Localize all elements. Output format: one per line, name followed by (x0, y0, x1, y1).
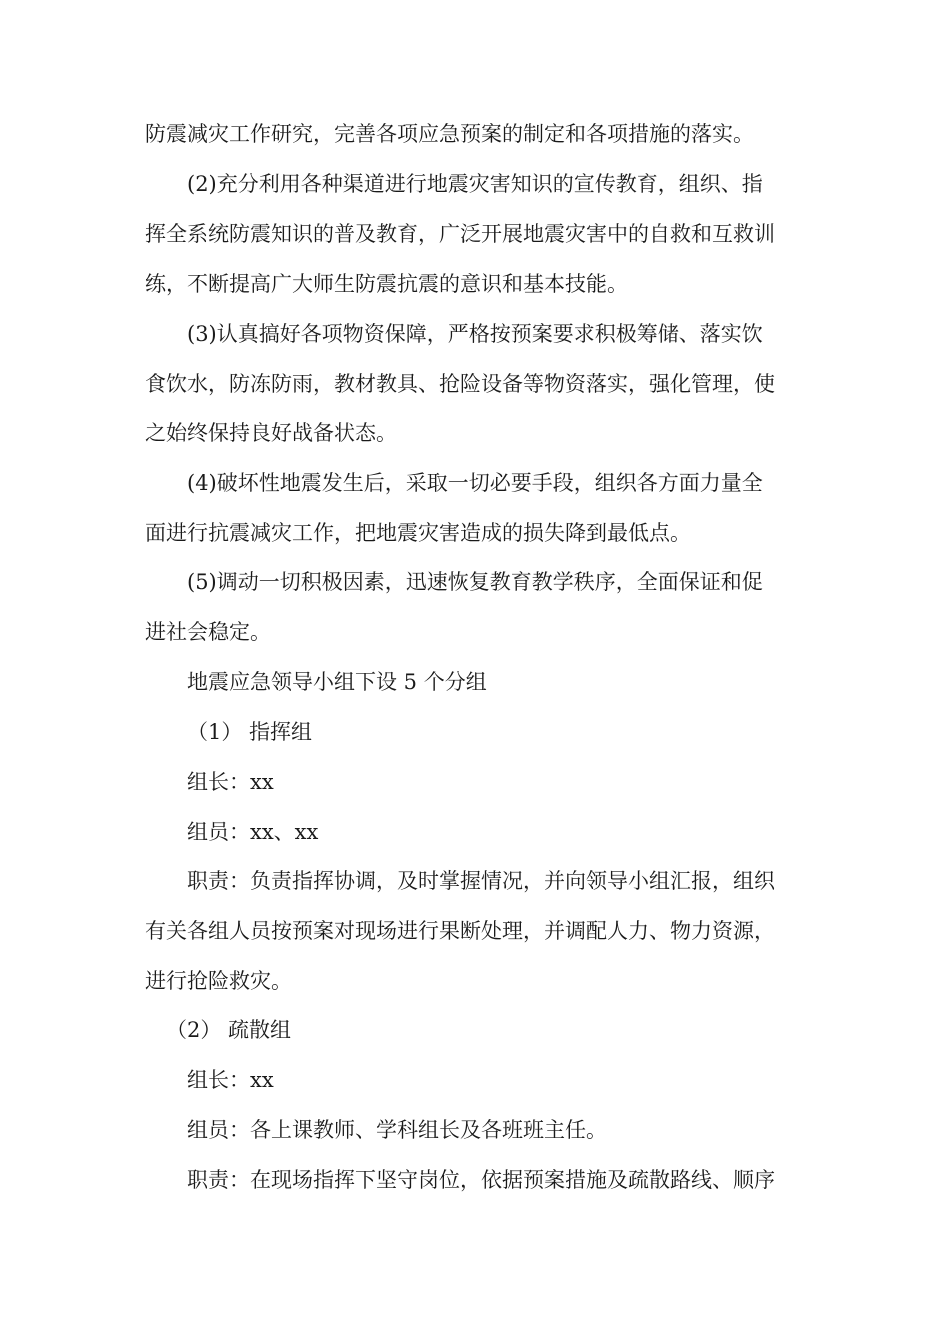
text-line: 职责：负责指挥协调，及时掌握情况，并向领导小组汇报，组织 (187, 869, 775, 893)
text-line: 练，不断提高广大师生防震抗震的意识和基本技能。 (145, 272, 628, 296)
text-line: 防震减灾工作研究，完善各项应急预案的制定和各项措施的落实。 (145, 122, 754, 146)
text-line: 组长：xx (187, 770, 274, 794)
group-heading: （1） 指挥组 (187, 720, 313, 744)
text-line: 组员：各上课教师、学科组长及各班班主任。 (187, 1118, 607, 1142)
text-line: 食饮水，防冻防雨，教材教具、抢险设备等物资落实，强化管理，使 (145, 372, 775, 396)
text-line: (3)认真搞好各项物资保障，严格按预案要求积极筹储、落实饮 (187, 322, 763, 346)
text-line: (2)充分利用各种渠道进行地震灾害知识的宣传教育，组织、指 (187, 172, 763, 196)
text-line: 职责：在现场指挥下坚守岗位，依据预案措施及疏散路线、顺序 (187, 1168, 775, 1192)
text-line: 之始终保持良好战备状态。 (145, 421, 397, 445)
text-line: (4)破坏性地震发生后，采取一切必要手段，组织各方面力量全 (187, 471, 763, 495)
text-line: (5)调动一切积极因素，迅速恢复教育教学秩序，全面保证和促 (187, 570, 763, 594)
section-heading: 地震应急领导小组下设 5 个分组 (187, 670, 487, 694)
text-line: 组长：xx (187, 1068, 274, 1092)
text-line: 挥全系统防震知识的普及教育，广泛开展地震灾害中的自救和互救训 (145, 222, 775, 246)
group-heading: （2） 疏散组 (166, 1018, 292, 1042)
text-line: 组员：xx、xx (187, 820, 319, 844)
text-line: 进社会稳定。 (145, 620, 271, 644)
text-line: 面进行抗震减灾工作，把地震灾害造成的损失降到最低点。 (145, 521, 691, 545)
text-line: 有关各组人员按预案对现场进行果断处理，并调配人力、物力资源， (145, 919, 775, 943)
text-line: 进行抢险救灾。 (145, 969, 292, 993)
